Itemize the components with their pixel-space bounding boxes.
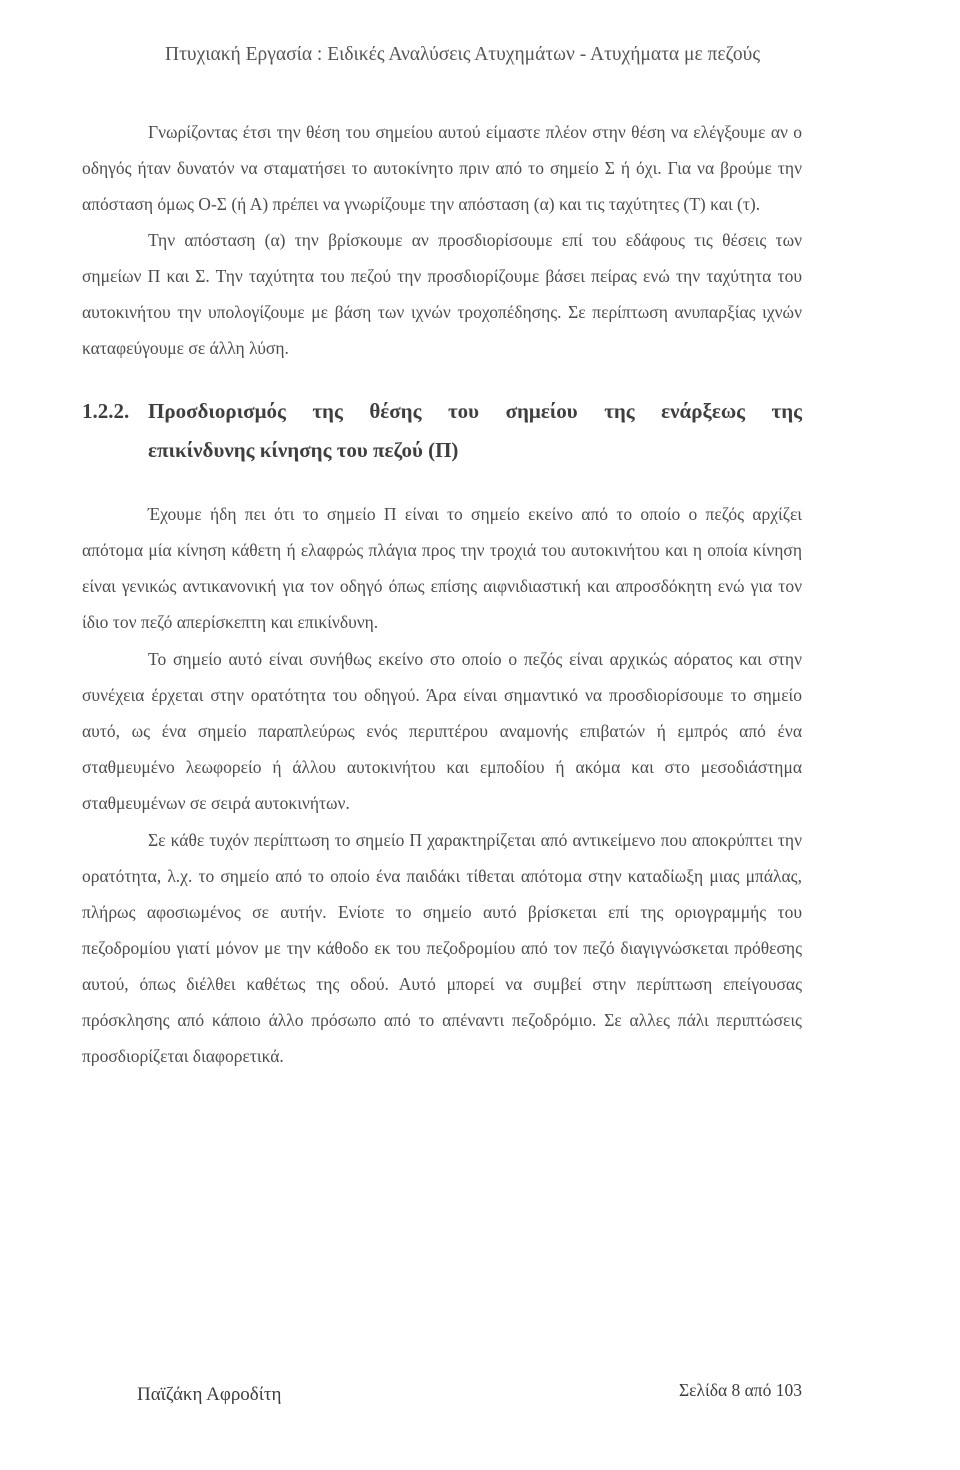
title-word: της <box>312 399 343 423</box>
title-word: θέσης <box>369 399 422 423</box>
page-header <box>165 44 815 66</box>
title-word: ενάρξεως <box>661 399 746 423</box>
section-title-line1 <box>148 392 802 431</box>
page-number: Σελίδα 8 από 103 <box>678 1380 802 1400</box>
section-body <box>82 496 802 1074</box>
title-word: της <box>771 399 802 423</box>
paragraph: Έχουμε ήδη πει ότι το σημείο Π είναι το σημείο εκείνο από το οποίο ο πεζός αρχίζει απότομα μία κίνηση κάθετη ή ελαφρώς πλάγια προς την τροχιά του αυτοκινήτου και η οποία κίνηση είναι γενικώς αντικανονική για τον οδηγό όπως επίσης αιφνιδιαστική και απροσδόκητη ενώ για τον ίδιο τον πεζό απερίσκεπτη και επικίνδυνη. <box>82 504 802 632</box>
title-word: της <box>604 399 635 423</box>
title-word: του <box>447 399 480 423</box>
paragraph: Την απόσταση (α) την βρίσκουμε αν προσδιορίσουμε επί του εδάφους τις θέσεις των σημείων Π και Σ. Την ταχύτητα του πεζού την προσδιορίζουμε βάσει πείρας ενώ την ταχύτητα του αυτοκινήτου την υπολογίζουμε με βάση των ιχνών τροχοπέδησης. Σε περίπτωση ανυπαρξίας ιχνών καταφεύγουμε σε άλλη λύση. <box>82 230 802 358</box>
intro-section <box>82 114 802 366</box>
section-title-line2: επικίνδυνης κίνησης του πεζού (Π) <box>148 438 459 462</box>
paragraph: Σε κάθε τυχόν περίπτωση το σημείο Π χαρακτηρίζεται από αντικείμενο που αποκρύπτει την ορατότητα, λ.χ. το σημείο από το οποίο ένα παιδάκι τίθεται απότομα στην καταδίωξη μιας μπάλας, πλήρως αφοσιωμένος σε αυτήν. Ενίοτε το σημείο αυτό βρίσκεται επί της οριογραμμής του πεζοδρομίου γιατί μόνον με την κάθοδο εκ του πεζοδρομίου από τον πεζό διαγιγνώσκεται πρόθεσης αυτού, όπως διέλθει καθέτως της οδού. Αυτό μπορεί να συμβεί στην περίπτωση επείγουσας πρόσκλησης από κάποιο άλλο πρόσωπο από το απέναντι πεζοδρόμιο. Σε αλλες πάλι περιπτώσεις προσδιορίζεται διαφορετικά. <box>82 830 802 1066</box>
paragraph: Γνωρίζοντας έτσι την θέση του σημείου αυτού είμαστε πλέον στην θέση να ελέγξουμε αν ο οδηγός ήταν δυνατόν να σταματήσει το αυτοκίνητο πριν από το σημείο Σ ή όχι. Για να βρούμε την απόσταση όμως Ο-Σ (ή Α) πρέπει να γνωρίζουμε την απόσταση (α) και τις ταχύτητες (Τ) και (τ). <box>82 122 802 214</box>
page-body <box>82 114 802 1074</box>
title-word: Προσδιορισμός <box>148 399 286 423</box>
section-number: 1.2.2. <box>82 399 130 423</box>
document-title: Πτυχιακή Εργασία : Ειδικές Αναλύσεις Ατυχημάτων - Ατυχήματα με πεζούς <box>165 44 761 65</box>
section-heading <box>82 392 802 470</box>
title-word: σημείου <box>505 399 578 423</box>
paragraph: Το σημείο αυτό είναι συνήθως εκείνο στο οποίο ο πεζός είναι αρχικώς αόρατος και στην συνέχεια έρχεται στην ορατότητα του οδηγού. Άρα είναι σημαντικό να προσδιορίσουμε το σημείο αυτό, ως ένα σημείο παραπλεύρως ενός περιπτέρου αναμονής επιβατών ή εμπρός από ένα σταθμευμένο λεωφορείο ή άλλου αυτοκινήτου και εμποδίου ή ακόμα και στο μεσοδιάστημα σταθμευμένων σε σειρά αυτοκινήτων. <box>82 649 802 813</box>
author-name: Παϊζάκη Αφροδίτη <box>137 1384 282 1405</box>
